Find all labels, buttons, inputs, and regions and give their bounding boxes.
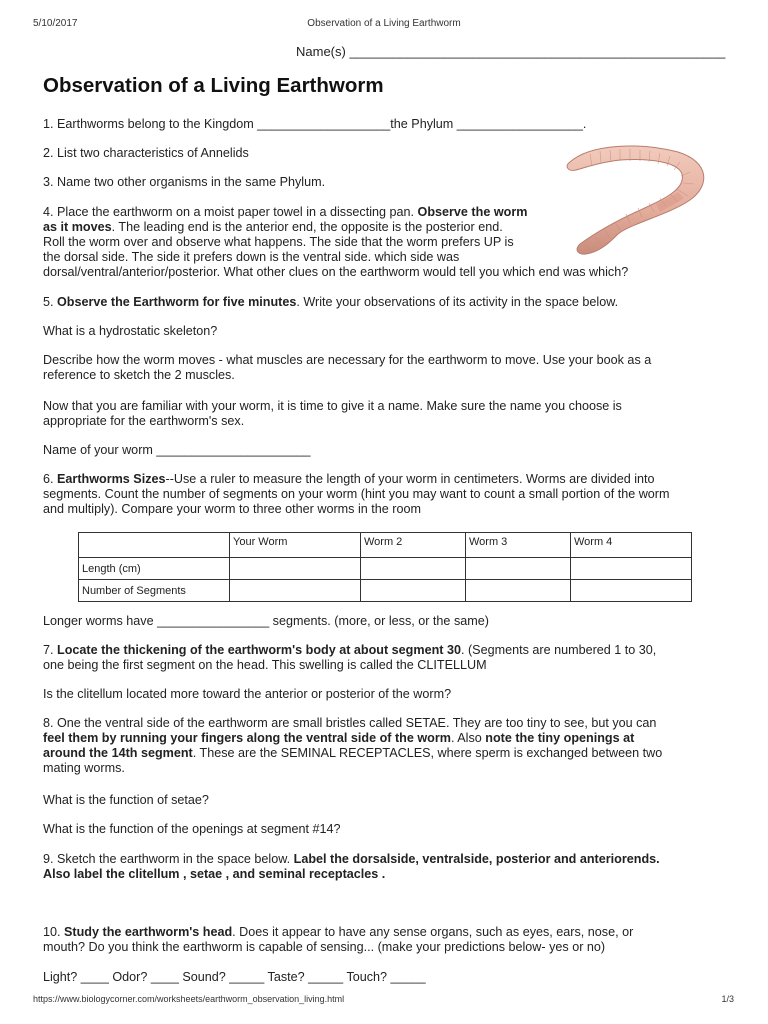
question-5a: What is a hydrostatic skeleton?: [43, 324, 218, 338]
q4-bold-1: Observe the worm: [417, 205, 528, 219]
table-cell[interactable]: [466, 558, 571, 580]
q7-num: 7.: [43, 643, 58, 657]
q5-num: 5.: [43, 295, 58, 309]
row-label: Length (cm): [79, 558, 230, 580]
question-7: [43, 643, 723, 673]
question-5b: Describe how the worm moves - what muscles are necessary for the earthworm to move. Use your book as a reference to sketch the 2 muscles.: [43, 353, 652, 382]
q6-rest: --Use a ruler to measure the length of your worm in centimeters. Worms are divided into segments. Count the number of segments on your worm (hint you may want to count a small portion of the worm and multiply). Compare your worm to three other worms in the room: [43, 472, 670, 516]
question-2: 2. List two characteristics of Annelids: [43, 146, 249, 160]
table-cell[interactable]: [361, 558, 466, 580]
q9-bold: Label the dorsalside, ventralside, posterior and anteriorends. Also label the clitellum , setae , and seminal receptacles .: [43, 852, 660, 881]
table-header-cell: Worm 3: [466, 533, 571, 558]
q4-rest: . The leading end is the anterior end, the opposite is the posterior end. Roll the worm over and observe what happens. The side that the worm prefers UP is the dorsal side. The side it prefers down is the ventral side. which side was dorsal/ventral/anterior/posterior. What other clues on the earthworm would tell you which end was which?: [43, 220, 629, 279]
question-6b: Longer worms have ________________ segments. (more, or less, or the same): [43, 614, 489, 628]
question-5: [43, 295, 723, 310]
question-10: [43, 925, 723, 955]
table-cell[interactable]: [361, 580, 466, 602]
table-header-row: [79, 533, 692, 558]
table-row: [79, 558, 692, 580]
q10-rest: . Does it appear to have any sense organs, such as eyes, ears, nose, or mouth? Do you think the earthworm is capable of sensing... (make your predictions below- yes or no): [43, 925, 634, 954]
question-6: [43, 472, 723, 517]
question-8b: What is the function of setae?: [43, 793, 209, 807]
q8-mid: . Also: [450, 731, 486, 745]
print-date: 5/10/2017: [33, 18, 78, 29]
question-8c: What is the function of the openings at segment #14?: [43, 822, 341, 836]
question-3: 3. Name two other organisms in the same Phylum.: [43, 175, 326, 189]
q6-num: 6.: [43, 472, 58, 486]
q10-bold: Study the earthworm's head: [64, 925, 233, 939]
question-7b: Is the clitellum located more toward the anterior or posterior of the worm?: [43, 687, 452, 701]
q4-text: 4. Place the earthworm on a moist paper towel in a dissecting pan.: [43, 205, 418, 219]
q7-rest: . (Segments are numbered 1 to 30, one being the first segment on the head. This swelling is called the CLITELLUM: [43, 643, 657, 672]
question-1: 1. Earthworms belong to the Kingdom ___________________the Phylum __________________.: [43, 117, 587, 131]
print-title: Observation of a Living Earthworm: [307, 18, 461, 29]
table-cell[interactable]: [466, 580, 571, 602]
table-cell[interactable]: [571, 580, 692, 602]
q7-bold: Locate the thickening of the earthworm's body at about segment 30: [57, 643, 461, 657]
q5-rest: . Write your observations of its activity in the space below.: [296, 295, 619, 309]
question-8: [43, 716, 723, 776]
q10-num: 10.: [43, 925, 65, 939]
q5-bold: Observe the Earthworm for five minutes: [57, 295, 297, 309]
question-9: [43, 852, 723, 882]
q4-bold-2: as it moves: [43, 220, 112, 234]
names-line: Name(s) ____________________________________________________: [296, 44, 726, 59]
q8-text: 8. One the ventral side of the earthworm are small bristles called SETAE. They are too tiny to see, but you can: [43, 716, 657, 730]
table-cell[interactable]: [230, 558, 361, 580]
earthworm-illustration: [560, 138, 710, 264]
table-row: [79, 580, 692, 602]
row-label: Number of Segments: [79, 580, 230, 602]
page-number: 1/3: [721, 994, 734, 1004]
q8-rest: . These are the SEMINAL RECEPTACLES, where sperm is exchanged between two mating worms.: [43, 746, 663, 775]
table-cell[interactable]: [230, 580, 361, 602]
table-cell[interactable]: [571, 558, 692, 580]
page-title: Observation of a Living Earthworm: [43, 74, 384, 97]
table-header-cell: Worm 2: [361, 533, 466, 558]
senses-line: Light? ____ Odor? ____ Sound? _____ Taste? _____ Touch? _____: [43, 970, 426, 984]
q9-text: 9. Sketch the earthworm in the space below.: [43, 852, 294, 866]
question-5c: Now that you are familiar with your worm, it is time to give it a name. Make sure the name you choose is appropriate for the earthworm's sex.: [43, 399, 622, 428]
worm-name-line: Name of your worm ______________________: [43, 443, 311, 457]
table-header-cell: Worm 4: [571, 533, 692, 558]
table-header-cell: Your Worm: [230, 533, 361, 558]
q6-bold: Earthworms Sizes: [57, 472, 166, 486]
table-header-cell: [79, 533, 230, 558]
q8-bold-1: feel them by running your fingers along the ventral side of the worm: [43, 731, 451, 745]
worm-sizes-table: [78, 532, 692, 602]
footer-url: https://www.biologycorner.com/worksheets/earthworm_observation_living.html: [33, 994, 345, 1004]
q8-bold-2: note the tiny openings at around the 14th segment: [43, 731, 635, 760]
